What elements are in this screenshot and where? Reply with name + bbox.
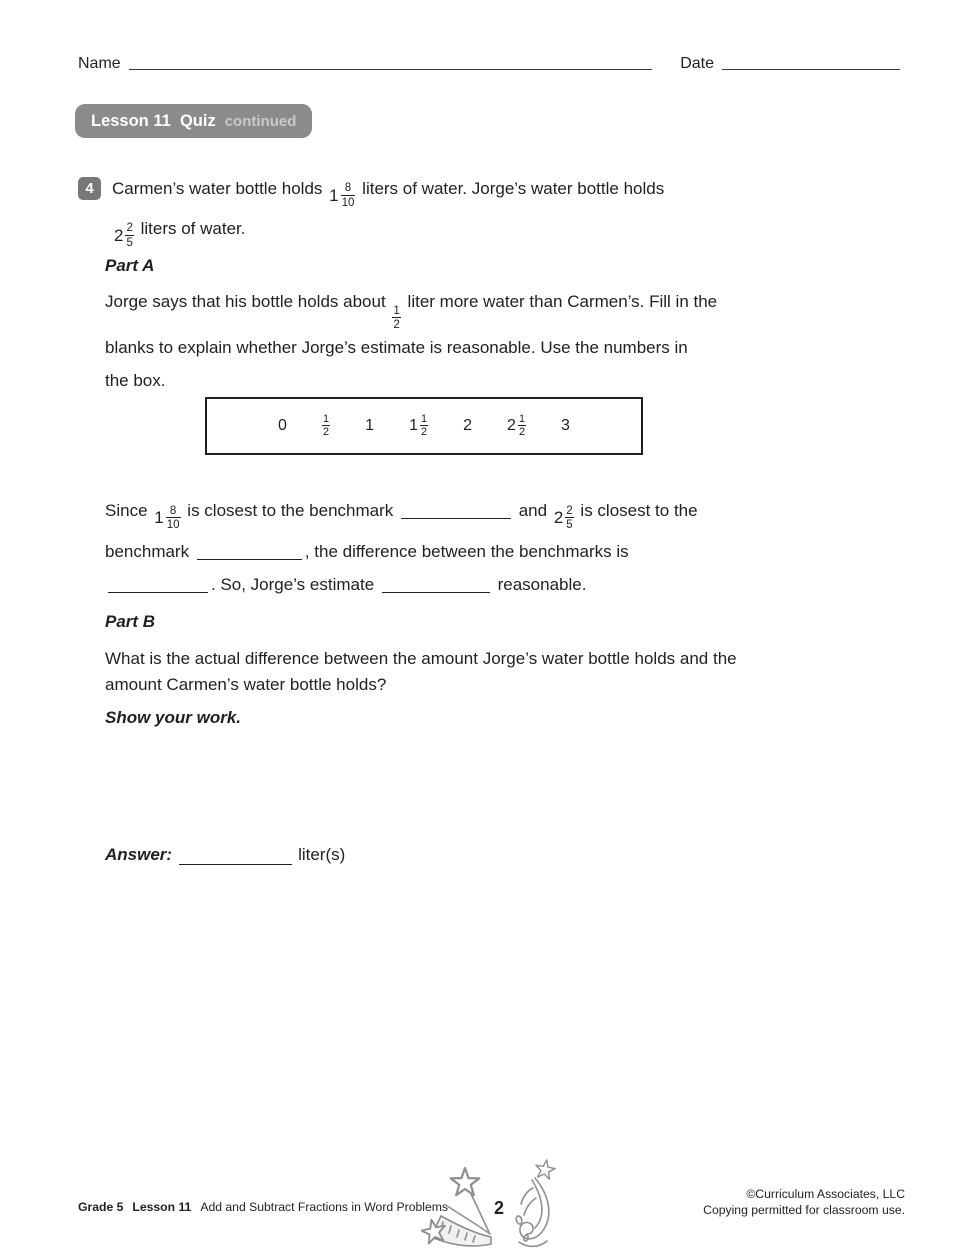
copyright-line-1: ©Curriculum Associates, LLC — [746, 1187, 905, 1201]
footer-book-title: Add and Subtract Fractions in Word Problems — [200, 1200, 449, 1214]
copyright-line-2: Copying permitted for classroom use. — [703, 1203, 905, 1217]
answer-line — [105, 845, 345, 865]
question-4 — [78, 172, 783, 252]
show-your-work-label: Show your work. — [105, 708, 242, 727]
answer-label: Answer: — [105, 845, 173, 864]
copyright-notice — [703, 1186, 905, 1218]
answer-unit: liter(s) — [298, 845, 346, 864]
part-b-question: What is the actual difference between the amount Jorge’s water bottle holds and the amount Carmen’s water bottle holds? — [105, 649, 737, 694]
part-a-cloze-sentence: Since 1 $\frac{8}{10}$ is closest to the benchmark and 2 $\frac{2}{5}$ is closest to the benchmark , the difference between the benchmarks is . So, Jorge’s estimate reasonable. — [105, 501, 698, 594]
lesson-quiz-continued: continued — [224, 112, 297, 130]
name-label: Name — [78, 55, 121, 72]
footer-lesson: Lesson 11 — [132, 1200, 192, 1214]
footer-grade: Grade 5 — [78, 1200, 124, 1214]
name-date-row — [78, 55, 900, 73]
answer-blank — [179, 851, 292, 865]
footer-lesson-info — [78, 1200, 448, 1214]
lesson-quiz-badge — [75, 104, 312, 138]
question-intro-text: Carmen’s water bottle holds 1 $\frac{8}{10}$ liters of water. Jorge’s water bottle holds 2 $\frac{2}{5}$ liters of water. — [112, 179, 665, 249]
shooting-stars-icon — [421, 1158, 493, 1252]
benchmark-number-box: 0 $\frac{1}{2}$ 1 1 $\frac{1}{2}$ 2 2 $\frac{1}{2}$ 3 — [205, 397, 643, 455]
lesson-quiz-title: Lesson 11 Quiz — [91, 111, 216, 130]
part-b-heading: Part B — [105, 612, 156, 631]
footer-decoration — [421, 1158, 567, 1252]
name-blank-line — [129, 69, 653, 70]
part-a-instructions: Jorge says that his bottle holds about $\frac{1}{2}$ liter more water than Carmen’s. Fill in the blanks to explain whether Jorge’s estimate is reasonable. Use the numbers in the box. — [105, 292, 718, 391]
question-number-badge: 4 — [78, 177, 101, 200]
date-label: Date — [680, 55, 714, 72]
date-blank-line — [722, 69, 900, 70]
part-a-heading: Part A — [105, 256, 155, 275]
flourish-icon — [505, 1158, 567, 1252]
page-number: 2 — [494, 1197, 505, 1218]
